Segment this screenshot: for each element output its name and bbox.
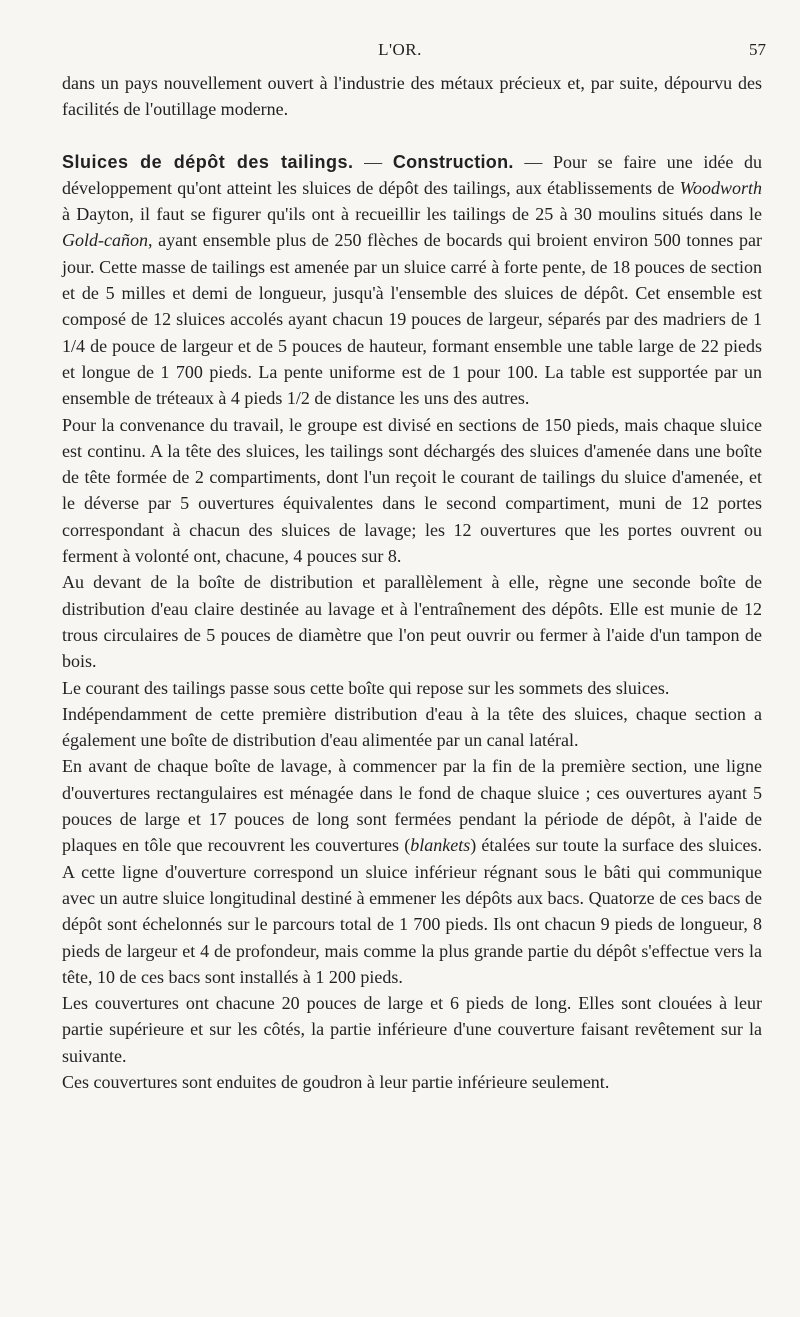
paragraph-tar: Ces couvertures sont enduites de goudron à leur partie inférieure seulement.: [62, 1071, 610, 1092]
page-number: 57: [749, 40, 766, 59]
paragraph-text: En avant de chaque boîte de lavage, à commencer par la fin de la première section, une ligne d'ouvertures rectangulaires est ménagée dans le fond de chaque sluice ; ces ouvertures ayant 5 pouces de large et 17 pouces de long sont fermées pendant la période de dépôt, à l'aide de plaques en tôle que recouvrent les couvertures (: [62, 756, 762, 856]
place-name: Gold-cañon: [62, 230, 148, 251]
paragraph-text: à Dayton, il faut se figurer qu'ils ont à recueillir les tailings de 25 à 30 moulins situés dans le: [62, 204, 762, 225]
paragraph-text: ) étalées sur toute la surface des sluices. A cette ligne d'ouverture correspond un sluice inférieur régnant sous le bâti qui communique avec un autre sluice longitudinal destiné à emmener les dépôts aux bacs. Quatorze de ces bacs de dépôt sont échelonnés sur le parcours total de 1 700 pieds. Ils ont chacun 9 pieds de longueur, 8 pieds de largeur et 4 de profondeur, mais comme la plus grande partie du dépôt s'effectue vers la tête, 10 de ces bacs sont installés à 1 200 pieds.: [62, 835, 762, 987]
paragraph-water-distribution: Indépendamment de cette première distribution d'eau à la tête des sluices, chaque section a également une boîte de distribution d'eau alimentée par un canal latéral.: [62, 703, 762, 751]
page-body: [62, 70, 762, 1095]
section-heading: Sluices de dépôt des tailings.: [62, 151, 354, 172]
paragraph-distribution-box: Au devant de la boîte de distribution et parallèlement à elle, règne une seconde boîte de distribution d'eau claire destinée au lavage et à l'entraînement des dépôts. Elle est munie de 12 trous circulaires de 5 pouces de diamètre que l'on peut ouvrir ou fermer à l'aide d'un tampon de bois.: [62, 572, 762, 672]
heading-separator: —: [353, 151, 393, 172]
paragraph-openings: [62, 753, 762, 990]
paragraph-text: Pour se faire une idée du développement qu'ont atteint les sluices de dépôt des tailings, aux établissements de: [62, 151, 763, 198]
section-first-paragraph: [62, 149, 762, 412]
term-blankets: blankets: [410, 835, 471, 856]
paragraph-current: Le courant des tailings passe sous cette boîte qui repose sur les sommets des sluices.: [62, 677, 670, 698]
subheading-separator: —: [513, 151, 553, 172]
section-subheading: Construction.: [392, 151, 514, 172]
running-title: L'OR.: [378, 40, 422, 59]
place-name: Woodworth: [679, 177, 762, 198]
paragraph-sections: Pour la convenance du travail, le groupe est divisé en sections de 150 pieds, mais chaque sluice est continu. A la tête des sluices, les tailings sont déchargés des sluices d'amenée dans une boîte de tête formée de 2 compartiments, dont l'un reçoit le courant de tailings du sluice d'amenée, et le déverse par 5 ouvertures équivalentes dans le second compartiment, muni de 12 portes correspondant à chacun des sluices de lavage; les 12 ouvertures que les portes ouvrent ou ferment à volonté ont, chacune, 4 pouces sur 8.: [62, 414, 762, 567]
intro-paragraph: dans un pays nouvellement ouvert à l'industrie des métaux précieux et, par suite, dépourvu des facilités de l'outillage moderne.: [62, 73, 762, 120]
paragraph-text: , ayant ensemble plus de 250 flèches de bocards qui broient environ 500 tonnes par jour. Cette masse de tailings est amenée par un sluice carré à forte pente, de 18 pouces de section et de 5 milles et demi de longueur, jusqu'à l'ensemble des sluices de dépôt. Cet ensemble est composé de 12 sluices accolés ayant chacun 19 pouces de largeur, séparés par des madriers de 1 1/4 de pouce de largeur et de 5 pouces de hauteur, formant ensemble une table large de 22 pieds et longue de 1 700 pieds. La pente uniforme est de 1 pour 100. La table est supportée par un ensemble de tréteaux à 4 pieds 1/2 de distance les uns des autres.: [62, 230, 762, 409]
running-head: [0, 40, 800, 64]
paragraph-blankets: Les couvertures ont chacune 20 pouces de large et 6 pieds de long. Elles sont clouées à leur partie supérieure et sur les côtés, la partie inférieure d'une couverture faisant revêtement sur la suivante.: [62, 993, 762, 1066]
section-gap: [62, 123, 762, 149]
